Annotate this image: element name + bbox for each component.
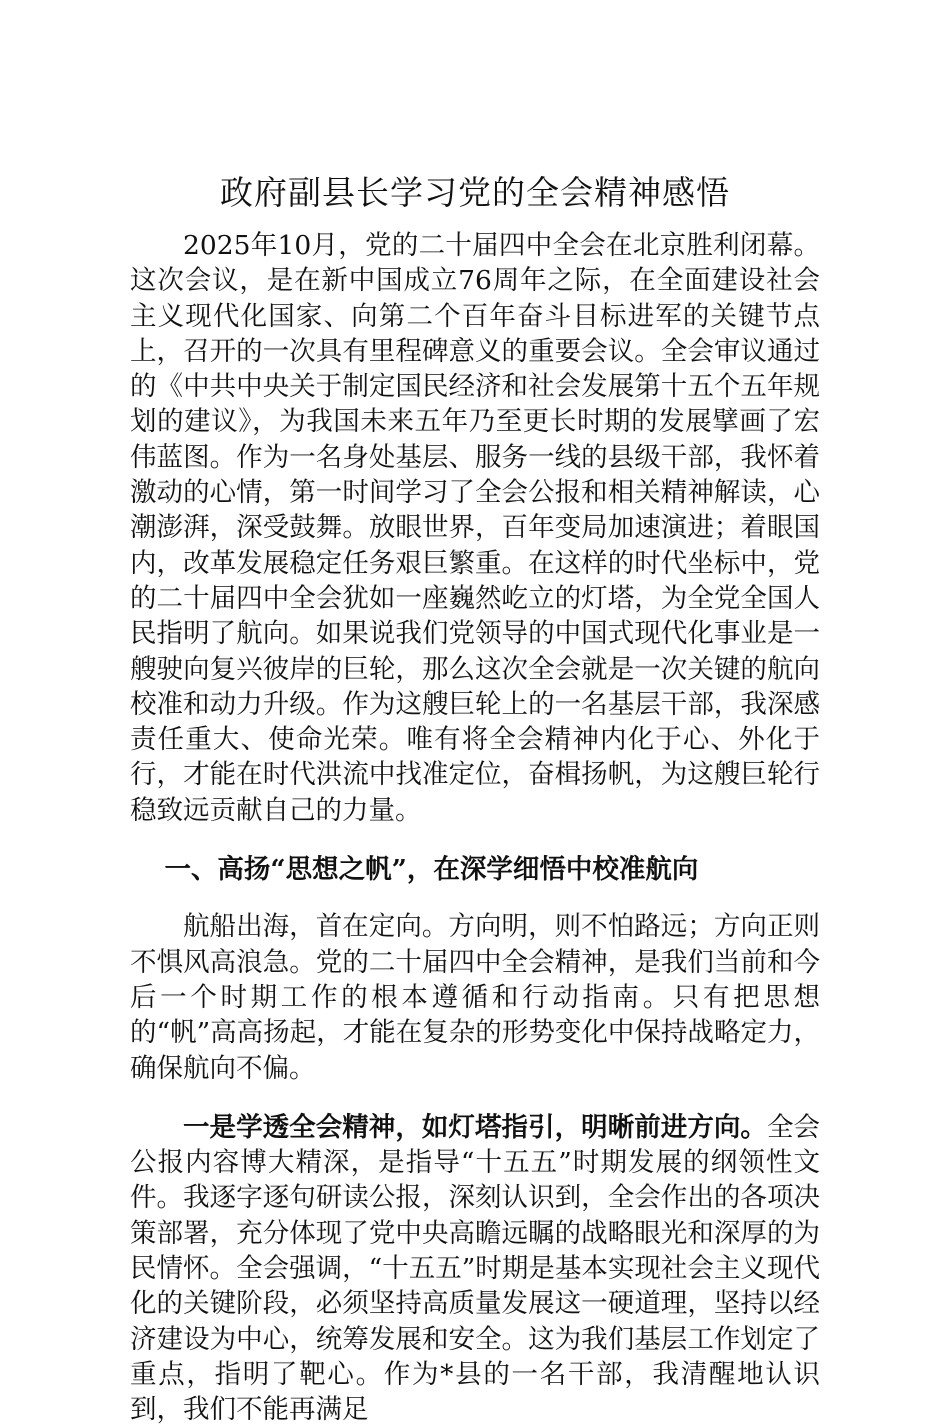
spacer — [130, 1086, 820, 1110]
point-paragraph — [130, 1110, 820, 1428]
point-text: 全会公报内容博大精深，是指导“十五五”时期发展的纲领性文件。我逐字逐句研读公报，深刻认识到，全会作出的各项决策部署，充分体现了党中央高瞻远瞩的战略眼光和深厚的为民情怀。全会强调，“十五五”时期是基本实现社会主义现代化的关键阶段，必须坚持高质量发展这一硬道理，坚持以经济建设为中心，统筹发展和安全。这为我们基层工作划定了重点，指明了靶心。作为*县的一名干部，我清醒地认识到，我们不能再满足 — [130, 1111, 821, 1426]
document-body — [130, 228, 820, 1428]
document-title: 政府副县长学习党的全会精神感悟 — [220, 173, 730, 212]
section-heading: 一、高扬“思想之帆”，在深学细悟中校准航向 — [164, 854, 699, 886]
intro-paragraph: 2025年10月，党的二十届四中全会在北京胜利闭幕。这次会议，是在新中国成立76周年之际，在全面建设社会主义现代化国家、向第二个百年奋斗目标进军的关键节点上，召开的一次具有里程碑意义的重要会议。全会审议通过的《中共中央关于制定国民经济和社会发展第十五个五年规划的建议》，为我国未来五年乃至更长时期的发展擘画了宏伟蓝图。作为一名身处基层、服务一线的县级干部，我怀着激动的心情，第一时间学习了全会公报和相关精神解读，心潮澎湃，深受鼓舞。放眼世界，百年变局加速演进；着眼国内，改革发展稳定任务艰巨繁重。在这样的时代坐标中，党的二十届四中全会犹如一座巍然屹立的灯塔，为全党全国人民指明了航向。如果说我们党领导的中国式现代化事业是一艘驶向复兴彼岸的巨轮，那么这次全会就是一次关键的航向校准和动力升级。作为这艘巨轮上的一名基层干部，我深感责任重大、使命光荣。唯有将全会精神内化于心、外化于行，才能在时代洪流中找准定位，奋楫扬帆，为这艘巨轮行稳致远贡献自己的力量。 — [130, 230, 820, 826]
point-lead: 一是学透全会精神，如灯塔指引，明晰前进方向。 — [183, 1111, 767, 1143]
section-paragraph: 航船出海，首在定向。方向明，则不怕路远；方向正则不惧风高浪急。党的二十届四中全会精神，是我们当前和今后一个时期工作的根本遵循和行动指南。只有把思想的“帆”高高扬起，才能在复杂的形势变化中保持战略定力，确保航向不偏。 — [130, 911, 820, 1084]
spacer — [130, 887, 820, 909]
spacer — [130, 828, 820, 852]
